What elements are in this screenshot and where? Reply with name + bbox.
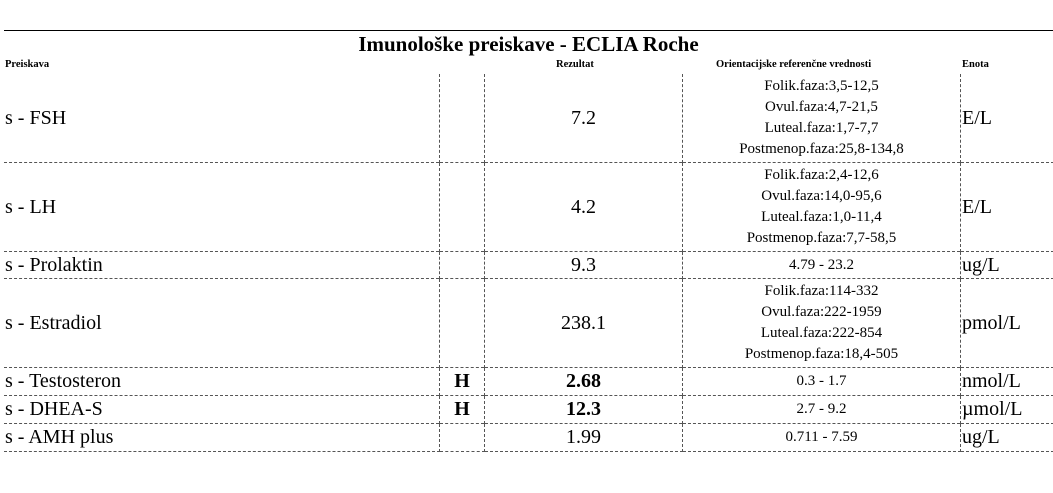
result-value: 12.3 xyxy=(485,396,683,424)
reference-line: Folik.faza:114-332 xyxy=(764,283,879,299)
reference-line: Postmenop.faza:7,7-58,5 xyxy=(746,230,897,246)
reference-line: Luteal.faza:222-854 xyxy=(760,325,883,341)
table-row xyxy=(4,74,1053,163)
reference-line: Luteal.faza:1,7-7,7 xyxy=(764,120,879,136)
flag xyxy=(440,163,485,252)
reference-line: Postmenop.faza:25,8-134,8 xyxy=(739,141,904,157)
unit: nmol/L xyxy=(961,368,1053,396)
table-row xyxy=(4,252,1053,279)
reference-range: 0.711 - 7.59 xyxy=(683,424,961,452)
result-value: 7.2 xyxy=(485,74,683,163)
result-value: 9.3 xyxy=(485,252,683,279)
result-value: 4.2 xyxy=(485,163,683,252)
top-rule xyxy=(4,30,1053,31)
results-table xyxy=(4,74,1053,452)
result-value: 2.68 xyxy=(485,368,683,396)
table-row xyxy=(4,396,1053,424)
unit: ug/L xyxy=(961,252,1053,279)
table-row xyxy=(4,279,1053,368)
reference-range: 0.3 - 1.7 xyxy=(683,368,961,396)
header-test: Preiskava xyxy=(5,59,50,70)
test-name: s - DHEA-S xyxy=(4,396,440,424)
reference-range: 2.7 - 9.2 xyxy=(683,396,961,424)
flag xyxy=(440,424,485,452)
reference-line: Ovul.faza:222-1959 xyxy=(761,304,882,320)
unit: µmol/L xyxy=(961,396,1053,424)
reference-line: Ovul.faza:4,7-21,5 xyxy=(765,99,878,115)
reference-line: Ovul.faza:14,0-95,6 xyxy=(761,188,882,204)
reference-range xyxy=(683,163,961,252)
table-row xyxy=(4,424,1053,452)
header-result: Rezultat xyxy=(556,59,594,70)
result-value: 238.1 xyxy=(485,279,683,368)
lab-report xyxy=(4,30,1053,470)
header-reference: Orientacijske referenčne vrednosti xyxy=(716,59,872,70)
high-flag: H xyxy=(440,396,485,424)
reference-line: Luteal.faza:1,0-11,4 xyxy=(761,209,882,225)
test-name: s - FSH xyxy=(4,74,440,163)
result-value: 1.99 xyxy=(485,424,683,452)
unit: E/L xyxy=(962,106,992,129)
test-name: s - Prolaktin xyxy=(4,252,440,279)
flag xyxy=(440,279,485,368)
flag xyxy=(440,252,485,279)
high-flag: H xyxy=(440,368,485,396)
unit: ug/L xyxy=(961,424,1053,452)
unit: E/L xyxy=(961,163,1053,252)
reference-line: Folik.faza:2,4-12,6 xyxy=(764,167,879,183)
test-name: s - Estradiol xyxy=(4,279,440,368)
reference-line: Folik.faza:3,5-12,5 xyxy=(764,78,879,94)
report-title: Imunološke preiskave - ECLIA Roche xyxy=(358,32,699,56)
reference-line: Postmenop.faza:18,4-505 xyxy=(744,346,899,362)
unit: pmol/L xyxy=(961,279,1053,368)
header-unit: Enota xyxy=(962,59,989,70)
test-name: s - AMH plus xyxy=(4,424,440,452)
table-row xyxy=(4,368,1053,396)
flag xyxy=(440,74,485,163)
reference-range xyxy=(683,74,961,163)
reference-range: 4.79 - 23.2 xyxy=(683,252,961,279)
test-name: s - Testosteron xyxy=(4,368,440,396)
table-row xyxy=(4,163,1053,252)
reference-range xyxy=(683,279,961,368)
test-name: s - LH xyxy=(4,163,440,252)
